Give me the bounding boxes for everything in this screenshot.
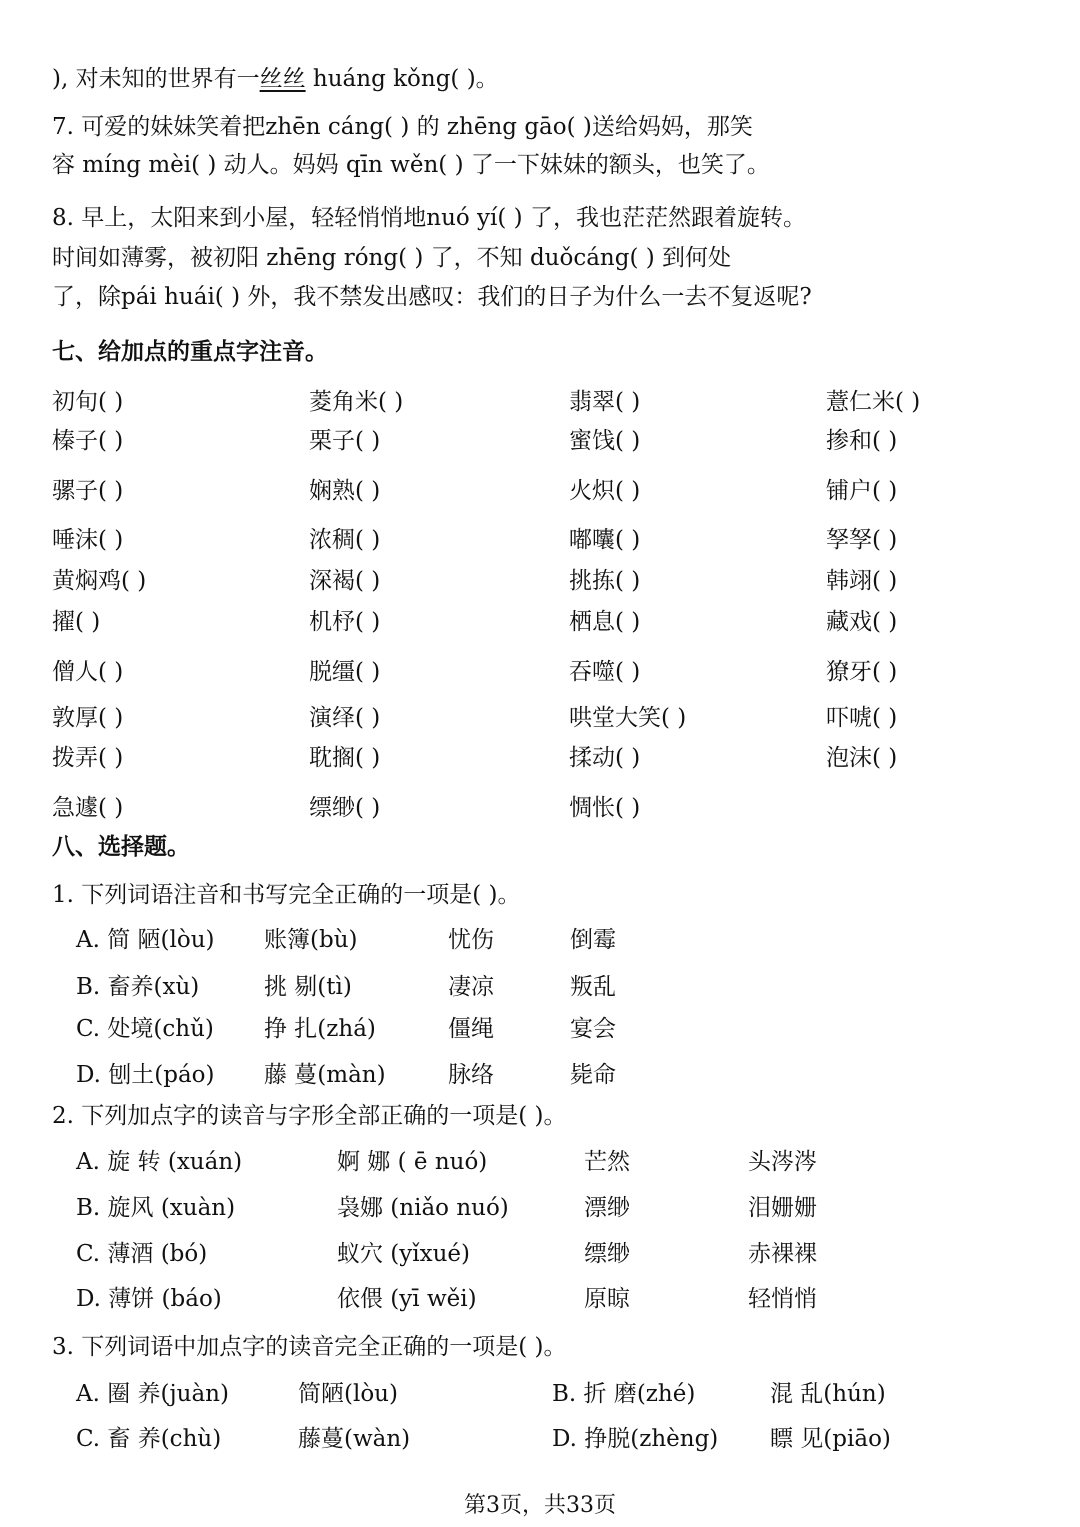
- annotation-item: 唾沫( ): [52, 527, 124, 553]
- option-item: D. 薄饼 (báo): [76, 1286, 222, 1312]
- q8-line-1: 8. 早上，太阳来到小屋，轻轻悄悄地nuó yí( ) 了，我也茫茫然跟着旋转。: [52, 205, 806, 231]
- annotation-item: 韩翊( ): [826, 568, 898, 594]
- line-top-suffix: huáng kǒng( )。: [305, 66, 499, 92]
- annotation-item: 栗子( ): [309, 428, 381, 454]
- option-item: B. 旋风 (xuàn): [76, 1195, 236, 1221]
- option-item: 宴会: [570, 1016, 616, 1042]
- option-item: 头涔涔: [748, 1149, 817, 1175]
- option-item: 简陋(lòu): [298, 1381, 398, 1407]
- option-item: 挑 剔(tì): [264, 974, 352, 1000]
- annotation-item: 泡沫( ): [826, 745, 898, 771]
- option-item: 账簿(bù): [264, 927, 358, 953]
- line-top-prefix: ), 对未知的世界有一: [52, 66, 260, 92]
- option-item: C. 薄酒 (bó): [76, 1241, 208, 1267]
- annotation-item: 娴熟( ): [309, 478, 381, 504]
- annotation-item: 挑拣( ): [569, 568, 641, 594]
- annotation-item: 骡子( ): [52, 478, 124, 504]
- annotation-item: 耽搁( ): [309, 745, 381, 771]
- annotation-item: 薏仁米( ): [826, 389, 921, 415]
- page-footer: 第3页，共33页: [464, 1493, 616, 1518]
- option-item: 倒霉: [570, 927, 616, 953]
- q1-stem: 1. 下列词语注音和书写完全正确的一项是( )。: [52, 882, 521, 908]
- option-item: A. 旋 转 (xuán): [76, 1149, 243, 1175]
- option-item: 脉络: [448, 1062, 494, 1088]
- annotation-item: 孥孥( ): [826, 527, 898, 553]
- option-item: 瞟 见(piāo): [770, 1426, 891, 1452]
- annotation-item: 缥缈( ): [309, 795, 381, 821]
- annotation-item: 菱角米( ): [309, 389, 404, 415]
- option-item: 泪姗姗: [748, 1195, 817, 1221]
- q7-line-2: 容 míng mèi( ) 动人。妈妈 qīn wěn( ) 了一下妹妹的额头，也笑了。: [52, 152, 770, 178]
- option-item: D. 刨土(páo): [76, 1062, 215, 1088]
- option-item: A. 简 陋(lòu): [76, 927, 215, 953]
- option-item: 叛乱: [570, 974, 616, 1000]
- q3-stem: 3. 下列词语中加点字的读音完全正确的一项是( )。: [52, 1334, 567, 1360]
- annotation-item: 掺和( ): [826, 428, 898, 454]
- annotation-item: 藏戏( ): [826, 609, 898, 635]
- annotation-item: 吞噬( ): [569, 659, 641, 685]
- option-item: C. 畜 养(chù): [76, 1426, 222, 1452]
- annotation-item: 哄堂大笑( ): [569, 705, 687, 731]
- annotation-item: 揉动( ): [569, 745, 641, 771]
- option-item: 缥缈: [584, 1241, 630, 1267]
- option-item: 挣 扎(zhá): [264, 1016, 376, 1042]
- option-item: 芒然: [584, 1149, 630, 1175]
- annotation-item: 嘟囔( ): [569, 527, 641, 553]
- q7-line-1: 7. 可爱的妹妹笑着把zhēn cáng( ) 的 zhēng gāo( )送给妈妈，那笑: [52, 114, 753, 140]
- annotation-item: 栖息( ): [569, 609, 641, 635]
- annotation-item: 火炽( ): [569, 478, 641, 504]
- option-item: 轻悄悄: [748, 1286, 817, 1312]
- annotation-item: 机杼( ): [309, 609, 381, 635]
- annotation-item: 黄焖鸡( ): [52, 568, 147, 594]
- fill-in-line-top: [52, 64, 499, 94]
- option-item: A. 圈 养(juàn): [76, 1381, 229, 1407]
- option-item: 藤 蔓(màn): [264, 1062, 386, 1088]
- annotation-item: 榛子( ): [52, 428, 124, 454]
- q2-stem: 2. 下列加点字的读音与字形全部正确的一项是( )。: [52, 1103, 567, 1129]
- annotation-item: 敦厚( ): [52, 705, 124, 731]
- annotation-item: 浓稠( ): [309, 527, 381, 553]
- option-item: 藤蔓(wàn): [298, 1426, 411, 1452]
- annotation-item: 急遽( ): [52, 795, 124, 821]
- annotation-item: 演绎( ): [309, 705, 381, 731]
- section-8-title: 八、选择题。: [52, 833, 190, 860]
- q8-line-2: 时间如薄雾，被初阳 zhēng róng( ) 了，不知 duǒcáng( ) 到何处: [52, 245, 732, 271]
- annotation-item: 深褐( ): [309, 568, 381, 594]
- line-top-underlined: 丝丝: [259, 66, 306, 92]
- annotation-item: 惆怅( ): [569, 795, 641, 821]
- option-item: D. 挣脱(zhèng): [552, 1426, 719, 1452]
- annotation-item: 铺户( ): [826, 478, 898, 504]
- option-item: 袅娜 (niǎo nuó): [337, 1195, 509, 1221]
- annotation-item: 脱缰( ): [309, 659, 381, 685]
- option-item: 漂缈: [584, 1195, 630, 1221]
- annotation-item: 獠牙( ): [826, 659, 898, 685]
- annotation-item: 蜜饯( ): [569, 428, 641, 454]
- annotation-item: 吓唬( ): [826, 705, 898, 731]
- annotation-item: 拨弄( ): [52, 745, 124, 771]
- option-item: B. 折 磨(zhé): [552, 1381, 696, 1407]
- annotation-item: 初旬( ): [52, 389, 124, 415]
- option-item: 蚁穴 (yǐxué): [337, 1241, 471, 1267]
- option-item: 婀 娜 ( ē nuó): [337, 1149, 488, 1175]
- section-7-title: 七、给加点的重点字注音。: [52, 338, 328, 365]
- q8-line-3: 了，除pái huái( ) 外，我不禁发出感叹：我们的日子为什么一去不复返呢?: [52, 284, 812, 310]
- annotation-item: 擢( ): [52, 609, 101, 635]
- option-item: 依偎 (yī wěi): [337, 1286, 477, 1312]
- option-item: 忧伤: [448, 927, 494, 953]
- option-item: 僵绳: [448, 1016, 494, 1042]
- option-item: 毙命: [570, 1062, 616, 1088]
- option-item: 凄凉: [448, 974, 494, 1000]
- option-item: 原晾: [584, 1286, 630, 1312]
- option-item: 混 乱(hún): [770, 1381, 886, 1407]
- option-item: C. 处境(chǔ): [76, 1016, 214, 1042]
- annotation-item: 翡翠( ): [569, 389, 641, 415]
- option-item: 赤裸裸: [748, 1241, 817, 1267]
- annotation-item: 僧人( ): [52, 659, 124, 685]
- option-item: B. 畜养(xù): [76, 974, 200, 1000]
